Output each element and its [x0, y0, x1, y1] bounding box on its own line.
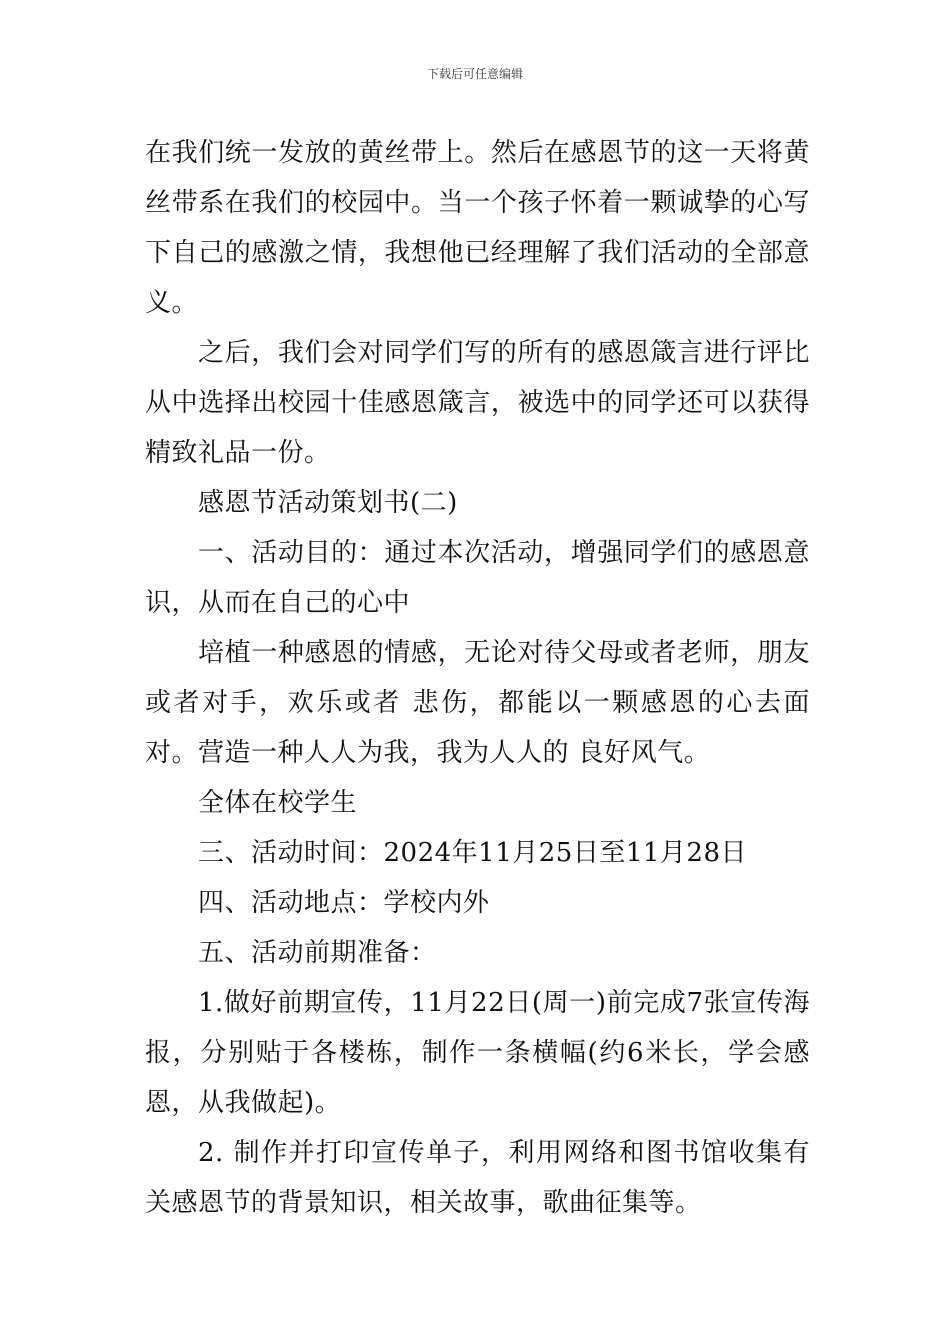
section-title: 感恩节活动策划书(二): [198, 488, 458, 518]
paragraph: 五、活动前期准备：: [198, 938, 437, 968]
paragraph: 全体在校学生: [198, 788, 358, 818]
paragraph: 培植一种感恩的情感，无论对待父母或者老师，朋友或者对手，欢乐或者 悲伤，都能以一颗感恩的心去面对。营造一种人人为我，我为人人的 良好风气。: [145, 638, 810, 768]
paragraph: 之后，我们会对同学们写的所有的感恩箴言进行评比从中选择出校园十佳感恩箴言，被选中的同学还可以获得精致礼品一份。: [145, 338, 810, 468]
paragraph: 在我们统一发放的黄丝带上。然后在感恩节的这一天将黄丝带系在我们的校园中。当一个孩子怀着一颗诚挚的心写下自己的感激之情，我想他已经理解了我们活动的全部意义。: [145, 138, 810, 318]
paragraph: 2. 制作并打印宣传单子，利用网络和图书馆收集有关感恩节的背景知识，相关故事，歌曲征集等。: [145, 1138, 810, 1218]
paragraph: 四、活动地点：学校内外: [198, 888, 490, 918]
paragraph: 1.做好前期宣传，11月22日(周一)前完成7张宣传海报，分别贴于各楼栋，制作一条横幅(约6米长，学会感恩，从我做起)。: [145, 988, 810, 1118]
page-header: 下载后可任意编辑: [426, 67, 523, 81]
paragraph: 一、活动目的：通过本次活动，增强同学们的感恩意识，从而在自己的心中: [145, 538, 810, 618]
document-body: [145, 128, 810, 1228]
paragraph: 三、活动时间：2024年11月25日至11月28日: [198, 838, 748, 868]
